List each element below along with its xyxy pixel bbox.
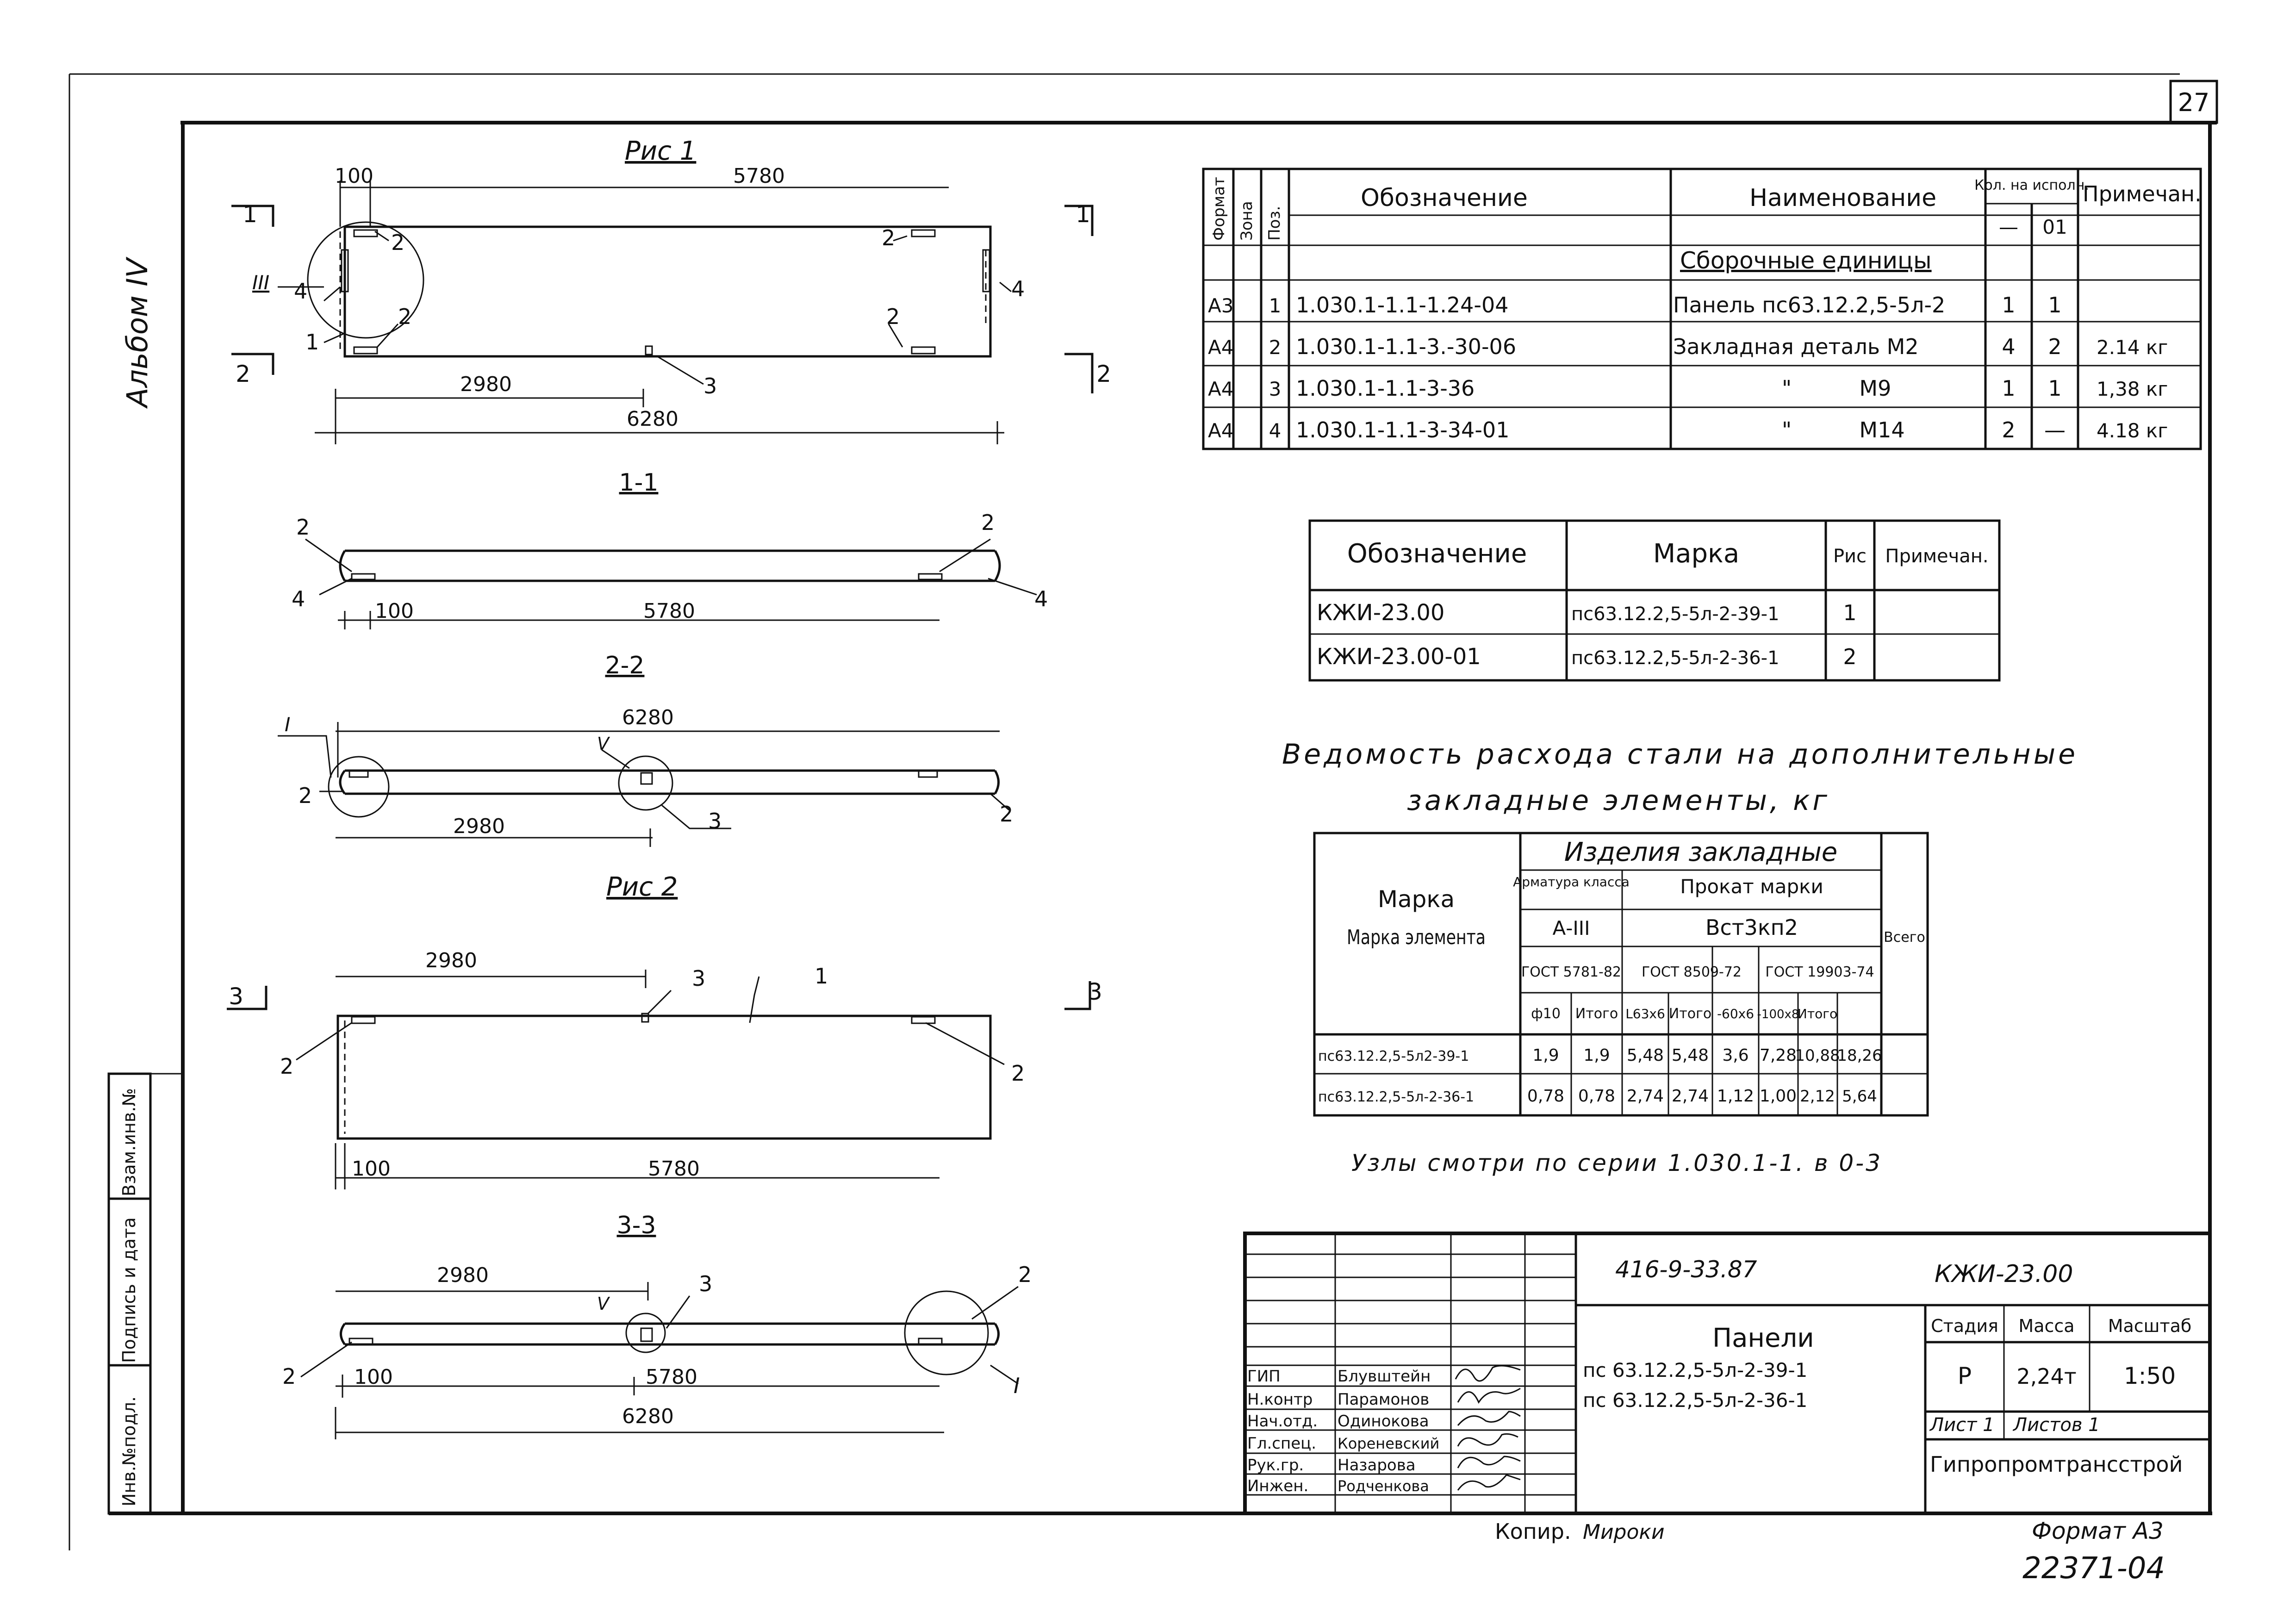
mark-h-designation: Обозначение bbox=[1347, 539, 1527, 569]
tb-person: Назарова bbox=[1338, 1456, 1416, 1475]
fig2-pos-2-right: 2 bbox=[1011, 1061, 1025, 1086]
steel-note: Узлы смотри по серии 1.030.1-1. в 0-3 bbox=[1351, 1150, 1882, 1176]
spec-h-designation: Обозначение bbox=[1361, 184, 1528, 212]
mark-h-fig: Рис bbox=[1833, 546, 1867, 567]
mark-row bbox=[1317, 644, 1857, 670]
mark-row-mark: пс63.12.2,5-5л-2-36-1 bbox=[1571, 647, 1780, 669]
fig2-pos-2-left: 2 bbox=[280, 1054, 294, 1079]
tb-code: КЖИ-23.00 bbox=[1935, 1260, 2073, 1288]
spec-row-qa: 1 bbox=[2002, 376, 2016, 401]
tb-project: 416-9-33.87 bbox=[1615, 1256, 1757, 1283]
fig1-pos-2-c: 2 bbox=[886, 304, 900, 329]
fig1-pos-4-right: 4 bbox=[1011, 276, 1025, 301]
spec-h-zone: Зона bbox=[1238, 201, 1256, 241]
steel-col-7: Итого bbox=[1797, 1006, 1838, 1021]
sec33-pos-2-right: 2 bbox=[1018, 1262, 1032, 1287]
fig1-node-3: III bbox=[252, 271, 270, 294]
steel-cell: 5,48 bbox=[1626, 1046, 1664, 1065]
fig2-dim-left: 100 bbox=[352, 1157, 391, 1181]
fig1-section-2-left: 2 bbox=[236, 361, 250, 387]
spec-row-format: А4 bbox=[1208, 419, 1234, 442]
spec-row bbox=[1208, 376, 2168, 401]
fig1-title: Рис 1 bbox=[625, 136, 697, 166]
fig2-pos-3: 3 bbox=[692, 966, 706, 991]
steel-cell: 1,00 bbox=[1759, 1087, 1797, 1106]
tb-h-scale: Масштаб bbox=[2108, 1316, 2192, 1336]
spec-row-name: " М14 bbox=[1782, 417, 1905, 442]
sec33-dim-total: 6280 bbox=[622, 1405, 674, 1428]
spec-row-pos: 4 bbox=[1269, 419, 1282, 442]
steel-cell: 5,48 bbox=[1671, 1046, 1709, 1065]
section-2-2 bbox=[278, 652, 1013, 847]
section-3-3 bbox=[282, 1212, 1032, 1439]
footer-copy-sign: Мироки bbox=[1583, 1520, 1665, 1544]
spec-row bbox=[1208, 334, 2168, 359]
stamp-sign: Подпись и дата bbox=[119, 1217, 139, 1363]
steel-col-3: L63х6 bbox=[1625, 1006, 1665, 1021]
spec-row bbox=[1208, 417, 2168, 442]
fig1-dim-main: 5780 bbox=[733, 164, 785, 188]
steel-row-total: 18,26 bbox=[1837, 1046, 1882, 1065]
tb-role-row bbox=[1247, 1367, 1431, 1386]
sec33-pos-3: 3 bbox=[699, 1271, 713, 1296]
steel-h-rebar: Арматура класса bbox=[1513, 874, 1630, 890]
signatures bbox=[1456, 1366, 1520, 1490]
tb-role: Н.контр bbox=[1247, 1390, 1313, 1409]
steel-cell: 3,6 bbox=[1722, 1046, 1749, 1065]
steel-row bbox=[1318, 1046, 1882, 1065]
mark-row-designation: КЖИ-23.00 bbox=[1317, 600, 1445, 626]
sec22-node-5: V bbox=[597, 734, 609, 754]
spec-row bbox=[1208, 292, 2062, 317]
sec33-node-1: I bbox=[1014, 1373, 1020, 1398]
fig1-pos-1: 1 bbox=[305, 330, 319, 355]
tb-role-row bbox=[1247, 1412, 1429, 1431]
album-label: Альбом IV bbox=[120, 258, 154, 407]
spec-row-format: А3 bbox=[1208, 294, 1234, 317]
sec11-pos-4-left: 4 bbox=[292, 586, 305, 611]
steel-row bbox=[1318, 1087, 1877, 1106]
tb-role: Рук.гр. bbox=[1247, 1456, 1304, 1475]
spec-row-pos: 2 bbox=[1269, 336, 1282, 359]
sec11-pos-4-right: 4 bbox=[1034, 586, 1048, 611]
steel-col-4: Итого bbox=[1668, 1006, 1712, 1022]
steel-row-mark: пс63.12.2,5-5л-2-36-1 bbox=[1318, 1089, 1475, 1105]
spec-h-pos: Поз. bbox=[1265, 205, 1284, 241]
steel-h-rolled: Прокат марки bbox=[1680, 875, 1823, 898]
fig2-pos-1: 1 bbox=[815, 964, 828, 989]
sec33-title: 3-3 bbox=[616, 1212, 656, 1239]
steel-cell: 7,28 bbox=[1759, 1046, 1797, 1065]
fig2-section-3-left: 3 bbox=[229, 983, 243, 1010]
mark-h-mark: Марка bbox=[1653, 539, 1740, 569]
steel-h-mark: Марка элемента bbox=[1347, 926, 1486, 949]
spec-row-pos: 3 bbox=[1269, 378, 1282, 400]
steel-h-class: А-III bbox=[1552, 917, 1590, 940]
steel-h-grade: Вст3кп2 bbox=[1705, 915, 1798, 940]
section-1-1 bbox=[292, 469, 1048, 629]
tb-role-row bbox=[1247, 1456, 1416, 1475]
sec11-dim-left: 100 bbox=[375, 599, 414, 623]
mark-row bbox=[1317, 600, 1857, 626]
mark-h-note: Примечан. bbox=[1885, 546, 1989, 567]
fig1-section-1-right: 1 bbox=[1076, 201, 1090, 228]
spec-row-name: " М9 bbox=[1782, 376, 1892, 401]
steel-cell: 1,9 bbox=[1532, 1046, 1559, 1065]
steel-col-2: Итого bbox=[1575, 1006, 1618, 1022]
tb-role: Гл.спец. bbox=[1247, 1434, 1317, 1453]
tb-product-line1: пс 63.12.2,5-5л-2-39-1 bbox=[1583, 1359, 1808, 1381]
footer-format: Формат А3 bbox=[2032, 1518, 2164, 1544]
steel-h-gost2: ГОСТ 8509-72 bbox=[1641, 964, 1742, 980]
spec-row-qa: 1 bbox=[2002, 292, 2016, 317]
tb-person: Родченкова bbox=[1338, 1477, 1429, 1495]
spec-row-note: 4.18 кг bbox=[2097, 419, 2168, 442]
sec33-pos-2-left: 2 bbox=[282, 1364, 296, 1389]
steel-title-1: Ведомость расхода стали на дополнительные bbox=[1282, 738, 2078, 771]
spec-row-designation: 1.030.1-1.1-3-34-01 bbox=[1296, 417, 1510, 442]
tb-role-row bbox=[1247, 1434, 1439, 1453]
spec-h-note: Примечан. bbox=[2083, 181, 2202, 206]
tb-stage: Р bbox=[1957, 1363, 1972, 1389]
fig1-dim-half: 2980 bbox=[460, 373, 512, 396]
tb-role-row bbox=[1247, 1390, 1429, 1409]
tb-role-row bbox=[1247, 1477, 1429, 1495]
steel-cell: 1,12 bbox=[1717, 1087, 1755, 1106]
fig1-pos-3: 3 bbox=[703, 373, 717, 398]
spec-row-qa: 2 bbox=[2002, 417, 2016, 442]
fig1-pos-2-b: 2 bbox=[882, 225, 896, 250]
spec-h-name: Наименование bbox=[1749, 184, 1937, 212]
sec22-node-1: I bbox=[285, 713, 291, 736]
spec-h-qty: Кол. на исполн. bbox=[1974, 177, 2089, 193]
fig2-title: Рис 2 bbox=[606, 872, 678, 902]
tb-scale: 1:50 bbox=[2123, 1363, 2176, 1389]
stamp-vzam: Взам.инв.№ bbox=[119, 1088, 139, 1196]
mark-row-designation: КЖИ-23.00-01 bbox=[1317, 644, 1481, 670]
spec-row-format: А4 bbox=[1208, 336, 1234, 359]
spec-row-note: 2.14 кг bbox=[2097, 336, 2168, 359]
steel-h-total: Всего bbox=[1884, 929, 1925, 946]
tb-person: Кореневский bbox=[1338, 1435, 1440, 1452]
spec-row-name: Панель пс63.12.2,5-5л-2 bbox=[1673, 292, 1946, 317]
footer-copy-label: Копир. bbox=[1495, 1519, 1571, 1544]
steel-col-1: ф10 bbox=[1531, 1006, 1561, 1022]
fig1-pos-2-a: 2 bbox=[391, 230, 405, 255]
tb-product-title: Панели bbox=[1712, 1323, 1814, 1353]
spec-row-format: А4 bbox=[1208, 378, 1234, 400]
steel-h-gost1: ГОСТ 5781-82 bbox=[1521, 964, 1622, 980]
fig2-dim-half: 2980 bbox=[425, 949, 477, 972]
steel-col-5: -60х6 bbox=[1717, 1006, 1755, 1021]
tb-person: Парамонов bbox=[1338, 1390, 1430, 1409]
spec-h-qty-b: 01 bbox=[2042, 216, 2067, 238]
fig2-section-3-right: 3 bbox=[1088, 978, 1102, 1005]
sec33-dim-main: 5780 bbox=[646, 1365, 697, 1389]
sec33-dim-left: 100 bbox=[354, 1365, 393, 1389]
tb-role: Инжен. bbox=[1247, 1477, 1309, 1495]
sec11-dim-main: 5780 bbox=[643, 599, 695, 623]
steel-cell: 2,74 bbox=[1626, 1087, 1664, 1106]
steel-h-items: Изделия закладные bbox=[1564, 837, 1838, 867]
tb-person: Блувштейн bbox=[1338, 1367, 1431, 1386]
sec22-pos-3: 3 bbox=[708, 809, 722, 834]
sec22-dim-total: 6280 bbox=[622, 706, 674, 729]
fig1-section-2-right: 2 bbox=[1096, 361, 1111, 387]
page-number: 27 bbox=[2178, 88, 2210, 117]
mark-row-fig: 1 bbox=[1843, 600, 1857, 625]
tb-h-stage: Стадия bbox=[1931, 1316, 1998, 1336]
fig1-section-1-left: 1 bbox=[243, 201, 257, 228]
fig1-pos-2-d: 2 bbox=[398, 304, 412, 329]
sec11-pos-2-right: 2 bbox=[981, 510, 995, 535]
steel-col-6: -100х8 bbox=[1757, 1008, 1799, 1021]
sec22-title: 2-2 bbox=[605, 652, 645, 679]
figure-2-plan bbox=[227, 872, 1102, 1189]
sec11-pos-2-left: 2 bbox=[296, 515, 310, 540]
spec-row-qb: 1 bbox=[2048, 376, 2062, 401]
sec33-dim-half: 2980 bbox=[437, 1263, 489, 1287]
fig2-dim-main: 5780 bbox=[648, 1157, 700, 1181]
figure-1-plan bbox=[231, 136, 1111, 444]
spec-row-qb: 2 bbox=[2048, 334, 2062, 359]
sec33-node-5: V bbox=[597, 1294, 609, 1314]
stamp-inv: Инв.№подл. bbox=[119, 1396, 139, 1506]
spec-h-qty-a: — bbox=[1999, 216, 2018, 238]
tb-role: ГИП bbox=[1247, 1367, 1281, 1386]
tb-sheets: Листов 1 bbox=[2013, 1414, 2100, 1436]
sec22-dim-half: 2980 bbox=[453, 815, 505, 838]
steel-cell: 2,12 bbox=[1800, 1087, 1835, 1106]
tb-person: Одинокова bbox=[1338, 1412, 1429, 1431]
spec-row-designation: 1.030.1-1.1-3-36 bbox=[1296, 376, 1475, 401]
spec-row-qa: 4 bbox=[2002, 334, 2016, 359]
tb-org: Гипропромтрансстрой bbox=[1930, 1452, 2183, 1477]
fig1-dim-total: 6280 bbox=[627, 407, 678, 431]
steel-title-2: закладные элементы, кг bbox=[1407, 784, 1830, 817]
steel-h-mark-1: Марка bbox=[1377, 886, 1455, 913]
spec-row-name: Закладная деталь М2 bbox=[1673, 334, 1919, 359]
steel-cell: 0,78 bbox=[1527, 1087, 1565, 1106]
steel-cell: 0,78 bbox=[1578, 1087, 1616, 1106]
spec-section-title: Сборочные единицы bbox=[1680, 247, 1932, 274]
fig1-dim-left: 100 bbox=[335, 164, 373, 188]
spec-row-designation: 1.030.1-1.1-3.-30-06 bbox=[1296, 334, 1517, 359]
fig1-pos-4-left: 4 bbox=[294, 279, 308, 304]
mark-row-mark: пс63.12.2,5-5л-2-39-1 bbox=[1571, 604, 1780, 625]
tb-role: Нач.отд. bbox=[1247, 1412, 1318, 1431]
footer-doc-number: 22371-04 bbox=[2022, 1551, 2165, 1586]
steel-h-gost3: ГОСТ 19903-74 bbox=[1765, 964, 1874, 980]
spec-row-designation: 1.030.1-1.1-1.24-04 bbox=[1296, 292, 1509, 317]
sec11-title: 1-1 bbox=[619, 469, 659, 497]
tb-product-line2: пс 63.12.2,5-5л-2-36-1 bbox=[1583, 1389, 1808, 1412]
tb-sheet: Лист 1 bbox=[1930, 1414, 1995, 1436]
spec-row-note: 1,38 кг bbox=[2097, 378, 2168, 400]
steel-cell: 1,9 bbox=[1583, 1046, 1610, 1065]
spec-row-qb: 1 bbox=[2048, 292, 2062, 317]
steel-cell: 10,88 bbox=[1795, 1046, 1840, 1065]
mark-row-fig: 2 bbox=[1843, 644, 1857, 669]
tb-mass: 2,24т bbox=[2016, 1364, 2077, 1389]
sec22-pos-2-left: 2 bbox=[299, 783, 312, 808]
steel-cell: 2,74 bbox=[1671, 1087, 1709, 1106]
spec-h-format: Формат bbox=[1210, 177, 1228, 241]
steel-cell: 5,64 bbox=[1842, 1087, 1877, 1106]
sec22-pos-2-right: 2 bbox=[1000, 802, 1014, 827]
spec-row-pos: 1 bbox=[1269, 294, 1282, 317]
steel-row-mark: пс63.12.2,5-5л2-39-1 bbox=[1318, 1048, 1469, 1064]
tb-h-mass: Масса bbox=[2018, 1316, 2075, 1336]
spec-row-qb: — bbox=[2044, 417, 2066, 442]
